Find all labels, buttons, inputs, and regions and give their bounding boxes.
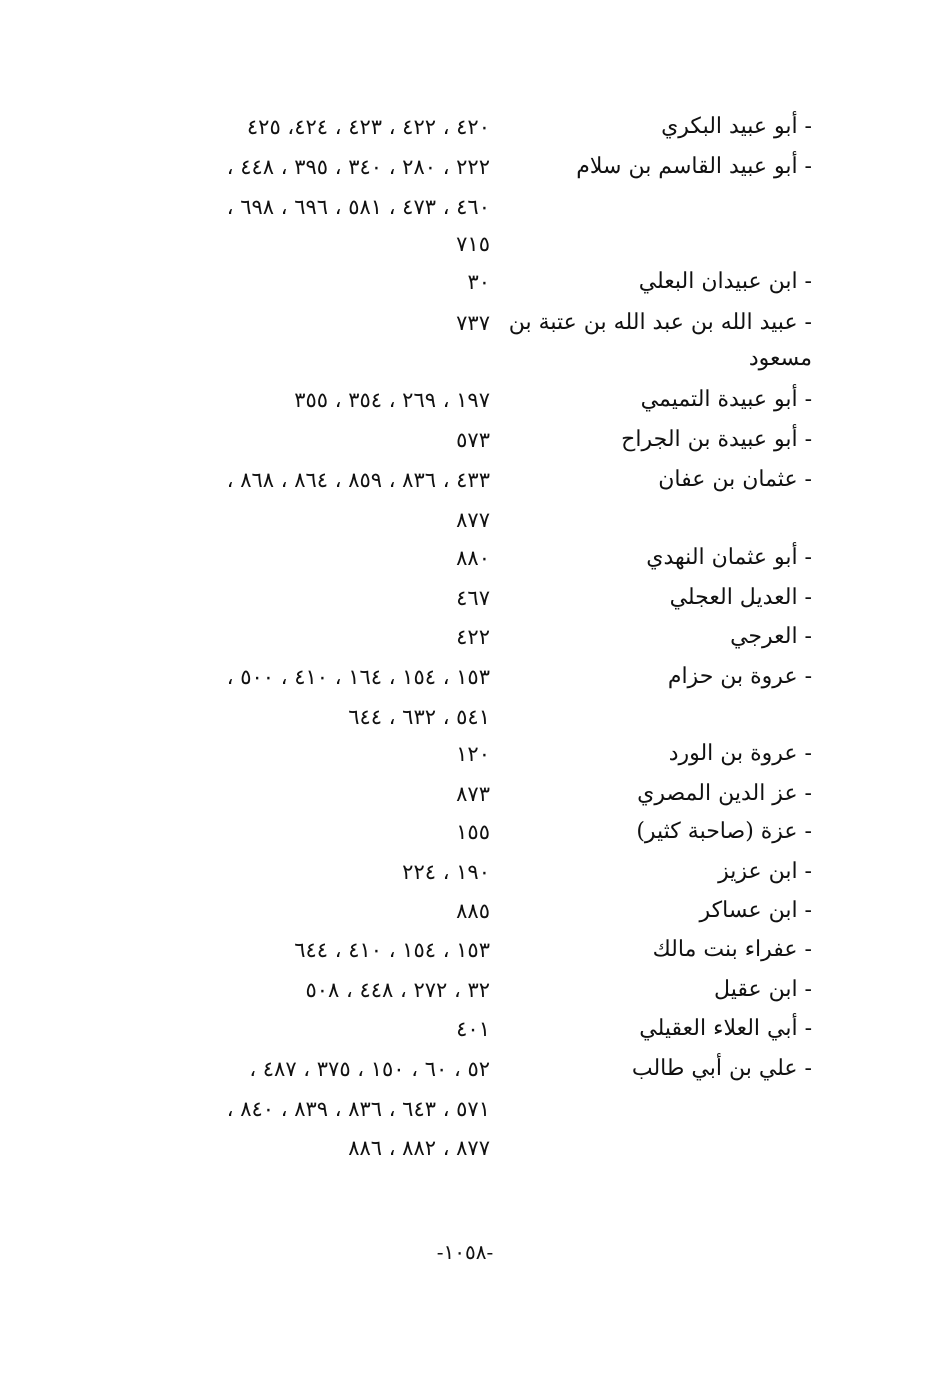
entry-pages: ٢٢٢ ، ٢٨٠ ، ٣٤٠ ، ٣٩٥ ، ٤٤٨ ، — [226, 155, 490, 179]
entry-name: - ابن عساكر — [699, 898, 812, 923]
index-row — [0, 538, 930, 578]
index-row — [0, 460, 930, 500]
entry-pages: ٣٠ — [467, 270, 490, 294]
index-row — [0, 657, 930, 697]
index-row — [0, 107, 930, 147]
entry-pages: ٨٨٥ — [456, 899, 490, 923]
entry-name: - عبيد الله بن عبد الله بن عتبة بن — [508, 310, 812, 335]
entry-name: - ابن عقيل — [714, 977, 812, 1002]
entry-pages: ٤٦٠ ، ٤٧٣ ، ٥٨١ ، ٦٩٦ ، ٦٩٨ ، — [226, 195, 490, 219]
entry-name: - عروة بن الورد — [668, 741, 812, 766]
index-row — [0, 262, 930, 302]
entry-name: - أبو عبيدة بن الجراح — [621, 427, 812, 452]
entry-pages: ٧٣٧ — [456, 311, 490, 335]
entry-pages: ٨٧٧ — [456, 508, 490, 532]
entry-pages: ١٥٣ ، ١٥٤ ، ٤١٠ ، ٦٤٤ — [294, 938, 490, 962]
entry-pages: ٤٢٠ ، ٤٢٢ ، ٤٢٣ ، ٤٢٤، ٤٢٥ — [246, 115, 490, 139]
entry-name: - عروة بن حزام — [667, 664, 812, 689]
index-row — [0, 774, 930, 814]
index-row — [0, 339, 930, 379]
entry-pages: ٤٢٢ — [456, 625, 490, 649]
index-row — [0, 187, 930, 227]
index-row — [0, 891, 930, 931]
index-row — [0, 697, 930, 737]
entry-pages: ٥٧١ ، ٦٤٣ ، ٨٣٦ ، ٨٣٩ ، ٨٤٠ ، — [226, 1097, 490, 1121]
entry-name: - عثمان بن عفان — [658, 467, 812, 492]
entry-name: - أبو عثمان النهدي — [646, 545, 812, 570]
index-row — [0, 812, 930, 852]
entry-name: - عز الدين المصري — [637, 781, 812, 806]
index-row — [0, 1089, 930, 1129]
entry-pages: ٧١٥ — [456, 232, 490, 256]
entry-name: - أبو عبيد القاسم بن سلام — [576, 154, 812, 179]
entry-name: - علي بن أبي طالب — [631, 1056, 812, 1081]
index-row — [0, 970, 930, 1010]
index-row — [0, 1009, 930, 1049]
index-row — [0, 500, 930, 540]
entry-pages: ٥٤١ ، ٦٣٢ ، ٦٤٤ — [348, 705, 490, 729]
index-row — [0, 303, 930, 343]
entry-pages: ١٩٧ ، ٢٦٩ ، ٣٥٤ ، ٣٥٥ — [294, 388, 490, 412]
index-row — [0, 147, 930, 187]
index-row — [0, 852, 930, 892]
entry-name: - عزة (صاحبة كثير) — [636, 819, 812, 844]
entry-name: - أبو عبيدة التميمي — [640, 387, 812, 412]
entry-pages: ٤٦٧ — [456, 586, 490, 610]
entry-pages: ٥٧٣ — [456, 428, 490, 452]
index-row — [0, 578, 930, 618]
index-row — [0, 224, 930, 264]
entry-pages: ١٥٣ ، ١٥٤ ، ١٦٤ ، ٤١٠ ، ٥٠٠ ، — [226, 665, 490, 689]
index-row — [0, 420, 930, 460]
entry-name: - ابن عبيدان البعلي — [638, 269, 812, 294]
entry-name: - العديل العجلي — [669, 585, 812, 610]
index-row — [0, 1049, 930, 1089]
page-number: -١٠٥٨- — [436, 1240, 494, 1264]
entry-pages: ٨٧٣ — [456, 782, 490, 806]
entry-name: - العرجي — [730, 624, 812, 649]
index-row — [0, 734, 930, 774]
index-row — [0, 930, 930, 970]
entry-pages: ٣٢ ، ٢٧٢ ، ٤٤٨ ، ٥٠٨ — [305, 978, 490, 1002]
index-row — [0, 1128, 930, 1168]
entry-pages: ٤٣٣ ، ٨٣٦ ، ٨٥٩ ، ٨٦٤ ، ٨٦٨ ، — [226, 468, 490, 492]
entry-pages: ٤٠١ — [456, 1017, 490, 1041]
entry-name: - أبي العلاء العقيلي — [639, 1016, 812, 1041]
entry-name: - عفراء بنت مالك — [652, 937, 812, 962]
entry-pages: ١٩٠ ، ٢٢٤ — [402, 860, 490, 884]
index-row — [0, 617, 930, 657]
index-row — [0, 380, 930, 420]
entry-pages: ٨٧٧ ، ٨٨٢ ، ٨٨٦ — [348, 1136, 490, 1160]
entry-pages: ١٥٥ — [456, 820, 490, 844]
entry-name: - ابن عزيز — [718, 859, 812, 884]
entry-name: مسعود — [748, 346, 812, 371]
entry-pages: ٥٢ ، ٦٠ ، ١٥٠ ، ٣٧٥ ، ٤٨٧ ، — [249, 1057, 490, 1081]
entry-name: - أبو عبيد البكري — [661, 114, 812, 139]
entry-pages: ٨٨٠ — [456, 546, 490, 570]
entry-pages: ١٢٠ — [456, 742, 490, 766]
